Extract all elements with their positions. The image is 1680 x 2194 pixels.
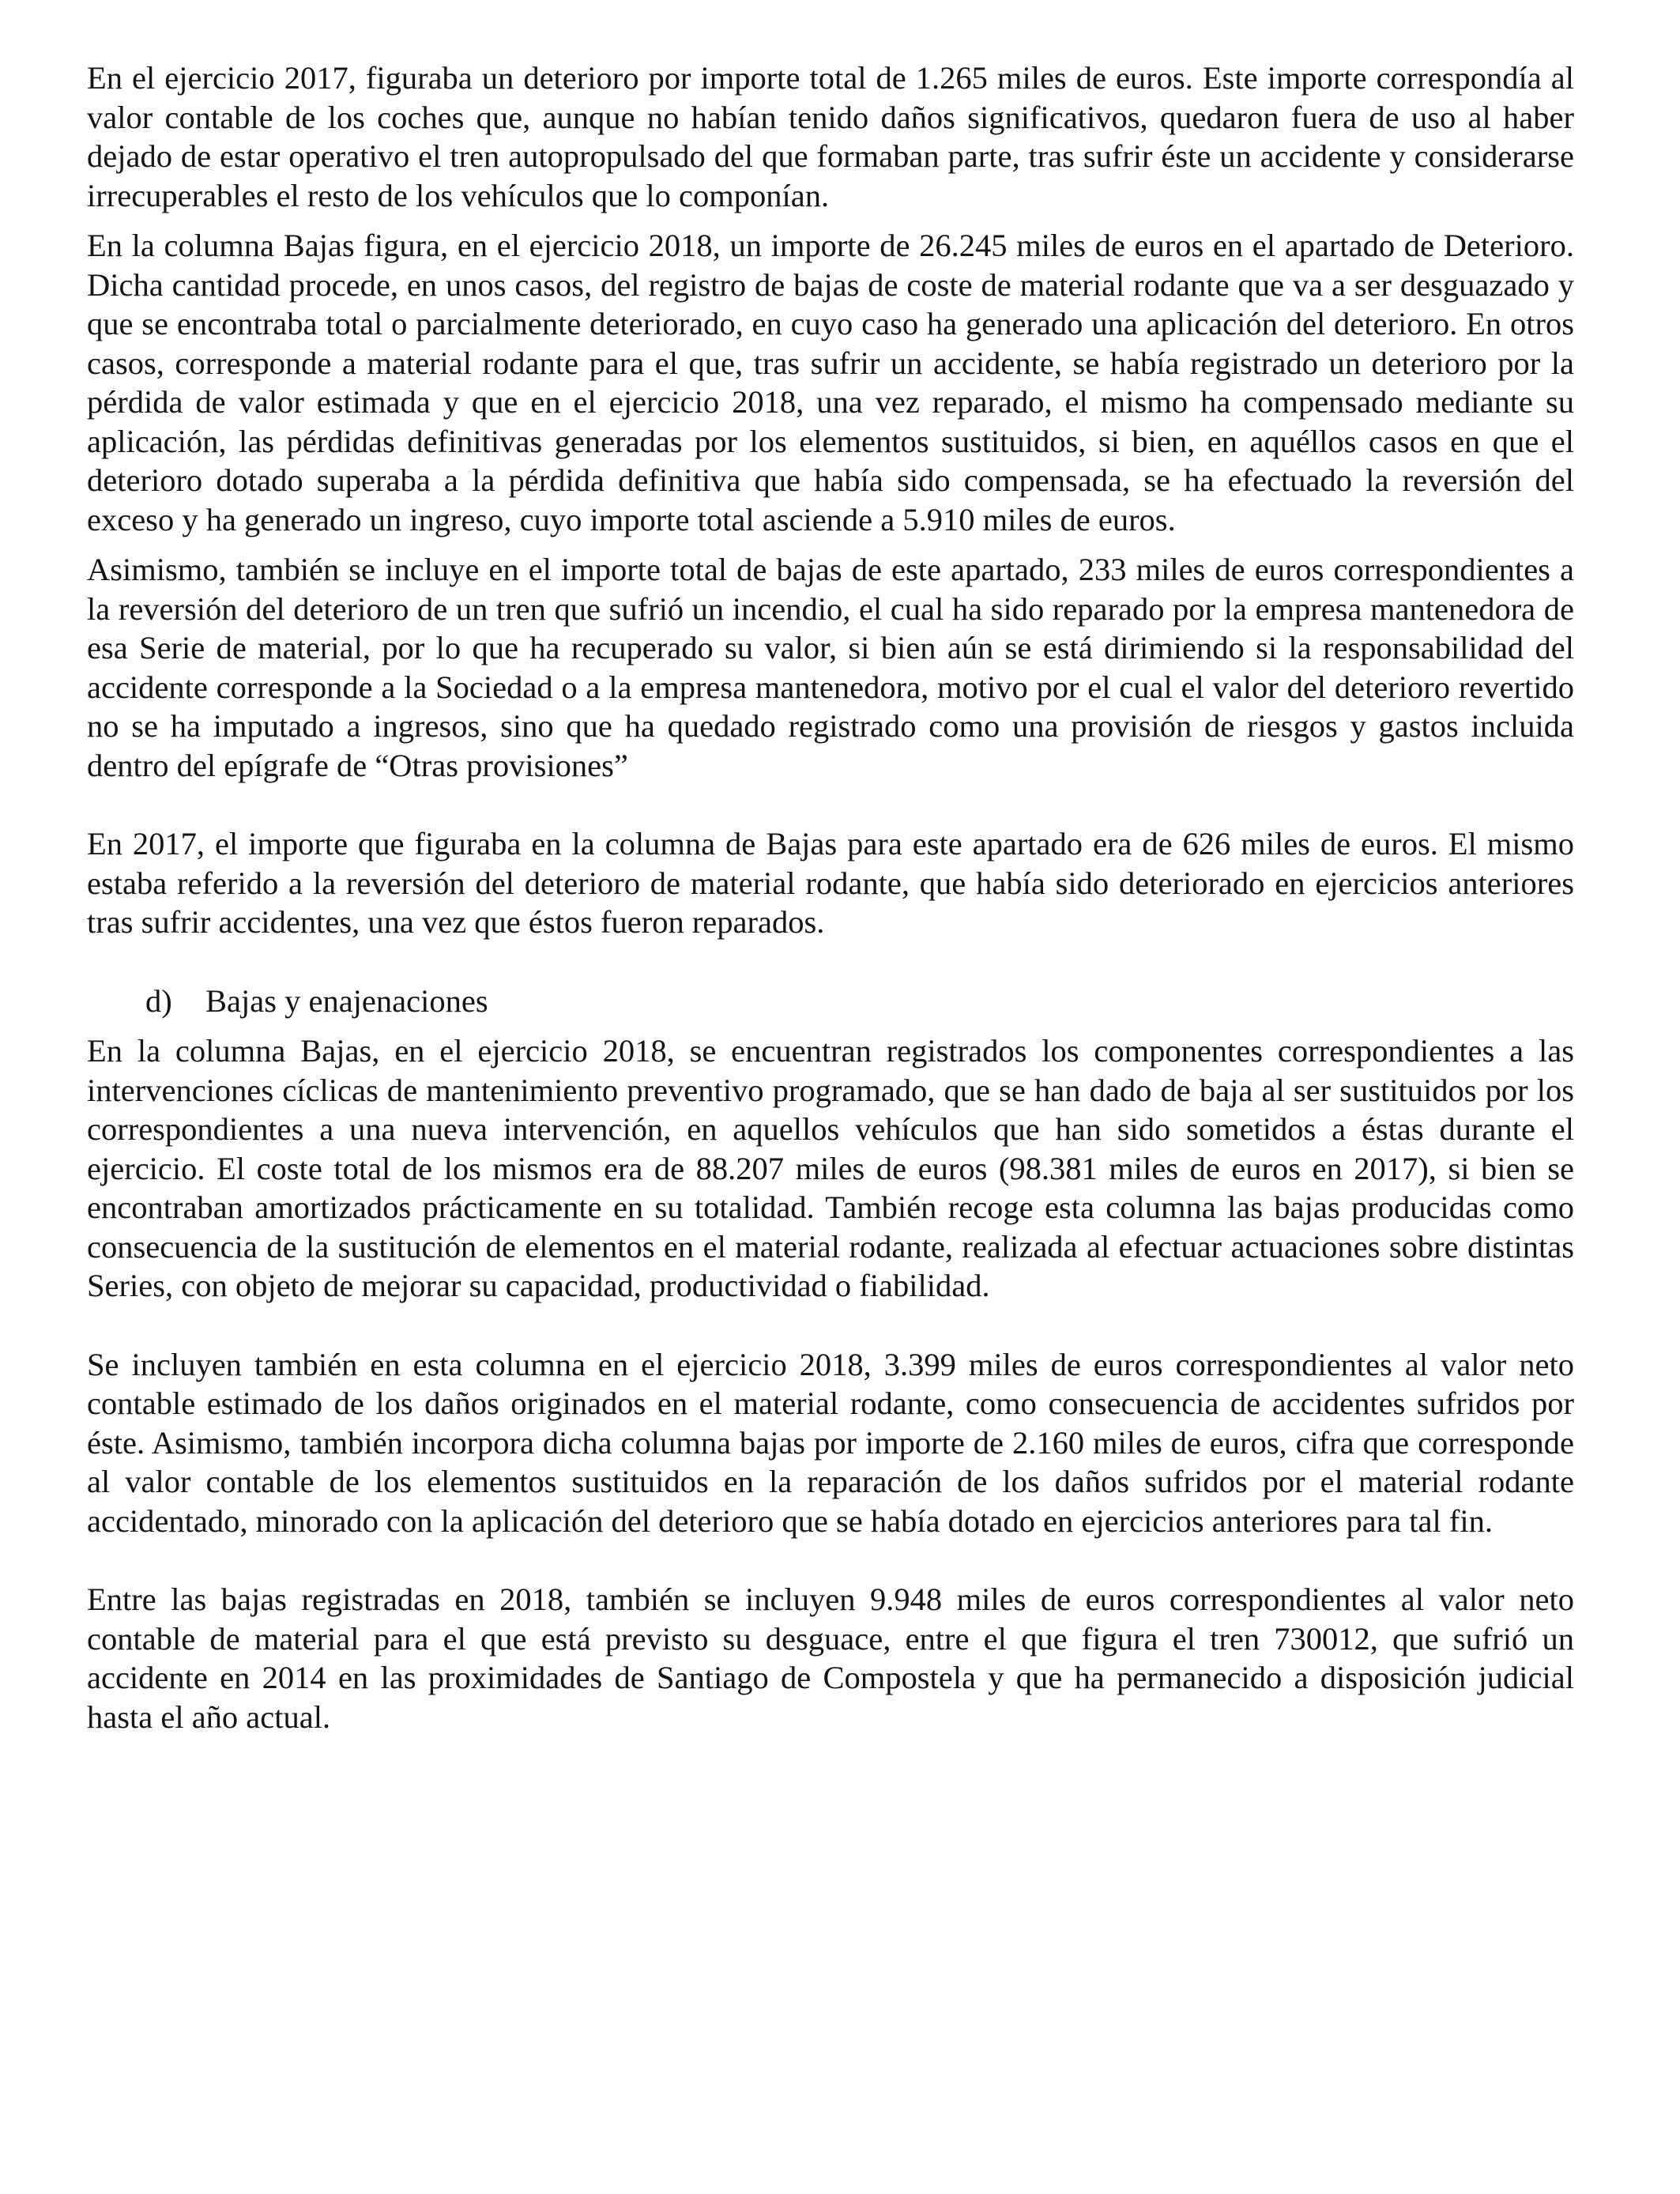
- paragraph-bajas-2017: En 2017, el importe que figuraba en la columna de Bajas para este apartado era de 626 miles de euros. El mismo estaba referido a la reversión del deterioro de material rodante, que había sido deteriorado en ejercicios anteriores tras sufrir accidentes, una vez que éstos fueron reparados.: [87, 826, 1574, 940]
- document-page: [87, 58, 1574, 1736]
- section-title: Bajas y enajenaciones: [205, 982, 488, 1019]
- section-marker: d): [145, 982, 172, 1019]
- paragraph-desguace: Entre las bajas registradas en 2018, también se incluyen 9.948 miles de euros correspondientes al valor neto contable de material para el que está previsto su desguace, entre el que figura el tren 730012, que sufrió un accidente en 2014 en las proximidades de Santiago de Compostela y que ha permanecido a disposición judicial hasta el año actual.: [87, 1581, 1574, 1735]
- paragraph-deterioro-bajas-2018: En la columna Bajas figura, en el ejercicio 2018, un importe de 26.245 miles de euros en el apartado de Deterioro. Dicha cantidad procede, en unos casos, del registro de bajas de coste de material rodante que va a ser desguazado y que se encontraba total o parcialmente deteriorado, en cuyo caso ha generado una aplicación del deterioro. En otros casos, corresponde a material rodante para el que, tras sufrir un accidente, se había registrado un deterioro por la pérdida de valor estimada y que en el ejercicio 2018, una vez reparado, el mismo ha compensado mediante su aplicación, las pérdidas definitivas generadas por los elementos sustituidos, si bien, en aquéllos casos en que el deterioro dotado superaba a la pérdida definitiva que había sido compensada, se ha efectuado la reversión del exceso y ha generado un ingreso, cuyo importe total asciende a 5.910 miles de euros.: [87, 228, 1574, 537]
- paragraph-reversion-incendio: Asimismo, también se incluye en el importe total de bajas de este apartado, 233 miles de euros correspondientes a la reversión del deterioro de un tren que sufrió un incendio, el cual ha sido reparado por la empresa mantenedora de esa Serie de material, por lo que ha recuperado su valor, si bien aún se está dirimiendo si la responsabilidad del accidente corresponde a la Sociedad o a la empresa mantenedora, motivo por el cual el valor del deterioro revertido no se ha imputado a ingresos, sino que ha quedado registrado como una provisión de riesgos y gastos incluida dentro del epígrafe de “Otras provisiones”: [87, 552, 1574, 783]
- section-heading: [87, 982, 1574, 1021]
- paragraph-intervenciones-ciclicas: En la columna Bajas, en el ejercicio 2018, se encuentran registrados los componentes correspondientes a las intervenciones cíclicas de mantenimiento preventivo programado, que se han dado de baja al ser sustituidos por los correspondientes a una nueva intervención, en aquellos vehículos que han sido sometidos a éstas durante el ejercicio. El coste total de los mismos era de 88.207 miles de euros (98.381 miles de euros en 2017), si bien se encontraban amortizados prácticamente en su totalidad. También recoge esta columna las bajas producidas como consecuencia de la sustitución de elementos en el material rodante, realizada al efectuar actuaciones sobre distintas Series, con objeto de mejorar su capacidad, productividad o fiabilidad.: [87, 1033, 1574, 1303]
- paragraph-deterioro-2017: En el ejercicio 2017, figuraba un deterioro por importe total de 1.265 miles de euros. Este importe correspondía al valor contable de los coches que, aunque no habían tenido daños significativos, quedaron fuera de uso al haber dejado de estar operativo el tren autopropulsado del que formaban parte, tras sufrir éste un accidente y considerarse irrecuperables el resto de los vehículos que lo componían.: [87, 60, 1574, 213]
- paragraph-danos-accidentes: Se incluyen también en esta columna en el ejercicio 2018, 3.399 miles de euros correspondientes al valor neto contable estimado de los daños originados en el material rodante, como consecuencia de accidentes sufridos por éste. Asimismo, también incorpora dicha columna bajas por importe de 2.160 miles de euros, cifra que corresponde al valor contable de los elementos sustituidos en la reparación de los daños sufridos por el material rodante accidentado, minorado con la aplicación del deterioro que se había dotado en ejercicios anteriores para tal fin.: [87, 1346, 1574, 1539]
